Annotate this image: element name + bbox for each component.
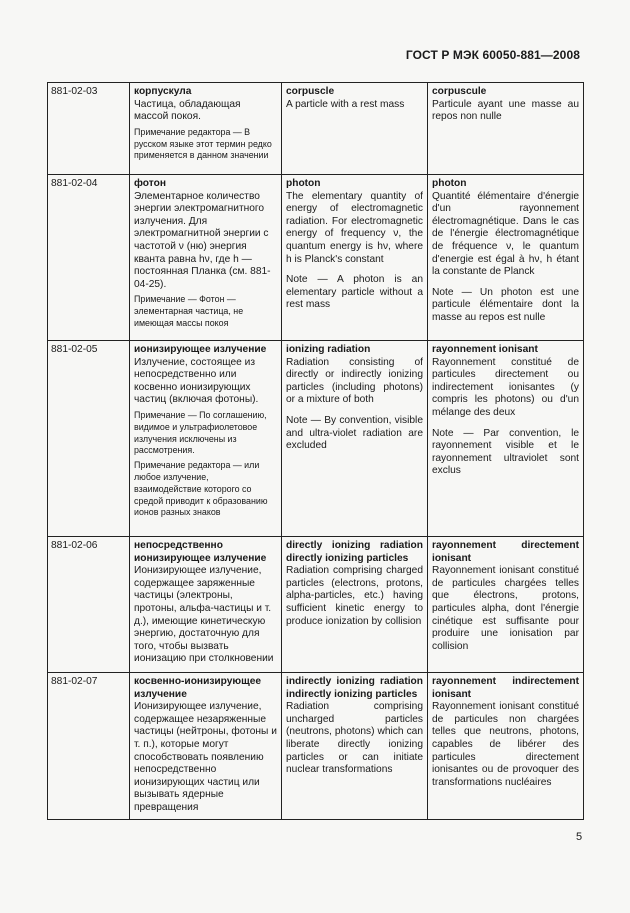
term-fr: photon bbox=[432, 178, 467, 189]
term-en: corpuscle bbox=[286, 86, 335, 97]
term-en: indirectly ionizing radiation indirectly ionizing particles bbox=[286, 676, 423, 700]
definition-ru: Элементарное количество энергии электромагнитного излучения. Для электромагнитной энергии с частотой ν (ню) энергия кванта равна hν, где h — постоянная Планка (см. 881-04-25). bbox=[134, 190, 271, 290]
definition-ru: Излучение, состоящее из непосредственно или косвенно ионизирующих частиц (включая фотоны). bbox=[134, 356, 259, 406]
note-ru: Примечание редактора — или любое излучение, взаимодействие которого со средой приводит к образованию ионов разных знаков bbox=[134, 460, 268, 518]
definition-cell-ru bbox=[130, 175, 282, 341]
definition-ru: Ионизирующее излучение, содержащее заряженные частицы (электроны, протоны, альфа-частицы и т. д.), имеющие кинетическую энергию, достаточную для того, чтобы вызвать ионизацию при столкновении bbox=[134, 565, 274, 665]
term-code: 881-02-05 bbox=[48, 341, 130, 537]
definition-cell-en bbox=[282, 175, 428, 341]
term-code: 881-02-04 bbox=[48, 175, 130, 341]
definition-en: Radiation comprising uncharged particles (neutrons, photons) which can liberate directly ionizing particles or can initiate nuclear transformations bbox=[286, 701, 423, 776]
term-ru: косвенно-ионизирующее излучение bbox=[134, 676, 262, 700]
note-ru: Примечание — Фотон — элементарная частица, не имеющая массы покоя bbox=[134, 294, 244, 328]
definition-cell-ru bbox=[130, 537, 282, 673]
terms-table bbox=[47, 82, 584, 820]
term-code: 881-02-07 bbox=[48, 673, 130, 820]
definition-fr: Rayonnement ionisant constitué de particules chargées telles que électrons, protons, particules alpha, dont l'énergie cinétique est suffisante pour produire une ionisation par collision bbox=[432, 565, 579, 652]
definition-cell-fr bbox=[428, 673, 584, 820]
note-en: Note — By convention, visible and ultra-violet radiation are excluded bbox=[286, 414, 423, 452]
term-fr: rayonnement ionisant bbox=[432, 344, 538, 355]
table-row bbox=[48, 341, 584, 537]
definition-cell-fr bbox=[428, 341, 584, 537]
table-row bbox=[48, 673, 584, 820]
definition-ru: Частица, обладающая массой покоя. bbox=[134, 98, 241, 123]
definition-cell-en bbox=[282, 537, 428, 673]
definition-cell-fr bbox=[428, 537, 584, 673]
table-row bbox=[48, 83, 584, 175]
term-ru: корпускула bbox=[134, 86, 192, 97]
note-ru: Примечание редактора — В русском языке этот термин редко применяется в данном значении bbox=[134, 126, 272, 161]
definition-cell-en bbox=[282, 83, 428, 175]
definition-cell-fr bbox=[428, 83, 584, 175]
table-row bbox=[48, 175, 584, 341]
definition-cell-ru bbox=[130, 83, 282, 175]
term-en: directly ionizing radiation directly ionizing particles bbox=[286, 540, 423, 564]
definition-fr: Quantité élémentaire d'énergie d'un rayonnement électromagnétique. Dans le cas de l'énergie électromagnétique de fréquence ν, le quantum d'energie est égal à hν, h étant la constante de Planck bbox=[432, 190, 579, 278]
definition-cell-ru bbox=[130, 341, 282, 537]
definition-en: The elementary quantity of energy of electromagnetic radiation. For electromagnetic energy of frequency ν, the quantum energy is hν, where h is Planck's constant bbox=[286, 190, 423, 265]
table-row bbox=[48, 537, 584, 673]
definition-cell-en bbox=[282, 341, 428, 537]
term-en: ionizing radiation bbox=[286, 344, 371, 355]
note-en: Note — A photon is an elementary particle without a rest mass bbox=[286, 274, 423, 311]
term-code: 881-02-06 bbox=[48, 537, 130, 673]
note-fr: Note — Un photon est une particule élémentaire dont la masse au repos est nulle bbox=[432, 286, 579, 323]
definition-fr: Particule ayant une masse au repos non nulle bbox=[432, 98, 579, 123]
term-fr: corpuscule bbox=[432, 86, 487, 97]
term-ru: непосредственно ионизирующее излучение bbox=[134, 540, 267, 564]
term-ru: фотон bbox=[134, 178, 166, 189]
note-ru: Примечание — По соглашению, видимое и ультрафиолетовое излучения исключены из рассмотрения. bbox=[134, 409, 267, 456]
definition-cell-fr bbox=[428, 175, 584, 341]
definition-en: Radiation comprising charged particles (electrons, protons, alpha-particles, etc.) having sufficient kinetic energy to produce ionization by collision bbox=[286, 565, 423, 627]
term-code: 881-02-03 bbox=[48, 83, 130, 175]
definition-fr: Rayonnement constitué de particules directement ou indirectement ionisantes (y compris les photons) ou d'un mélange des deux bbox=[432, 356, 579, 418]
note-fr: Note — Par convention, le rayonnement visible et le rayonnement ultraviolet sont exclus bbox=[432, 427, 579, 477]
definition-fr: Rayonnement ionisant constitué de particules non chargées telles que neutrons, photons, capables de libérer des particules directement ionisantes ou de provoquer des transformations nucléaires bbox=[432, 701, 579, 788]
term-ru: ионизирующее излучение bbox=[134, 344, 267, 355]
definition-en: Radiation consisting of directly or indirectly ionizing particles (including photons) or a mixture of both bbox=[286, 356, 423, 406]
definition-ru: Ионизирующее излучение, содержащее незаряженные частицы (нейтроны, фотоны и т. п.), которые могут способствовать появлению непосредственно ионизирующих частиц или вызывать ядерные превращения bbox=[134, 701, 277, 813]
definition-cell-ru bbox=[130, 673, 282, 820]
term-en: photon bbox=[286, 178, 321, 189]
term-fr: rayonnement indirectement ionisant bbox=[432, 676, 579, 700]
definition-en: A particle with a rest mass bbox=[286, 98, 405, 110]
page-number: 5 bbox=[576, 831, 583, 843]
definition-cell-en bbox=[282, 673, 428, 820]
document-header: ГОСТ Р МЭК 60050-881—2008 bbox=[405, 48, 580, 62]
term-fr: rayonnement directement ionisant bbox=[432, 540, 579, 564]
